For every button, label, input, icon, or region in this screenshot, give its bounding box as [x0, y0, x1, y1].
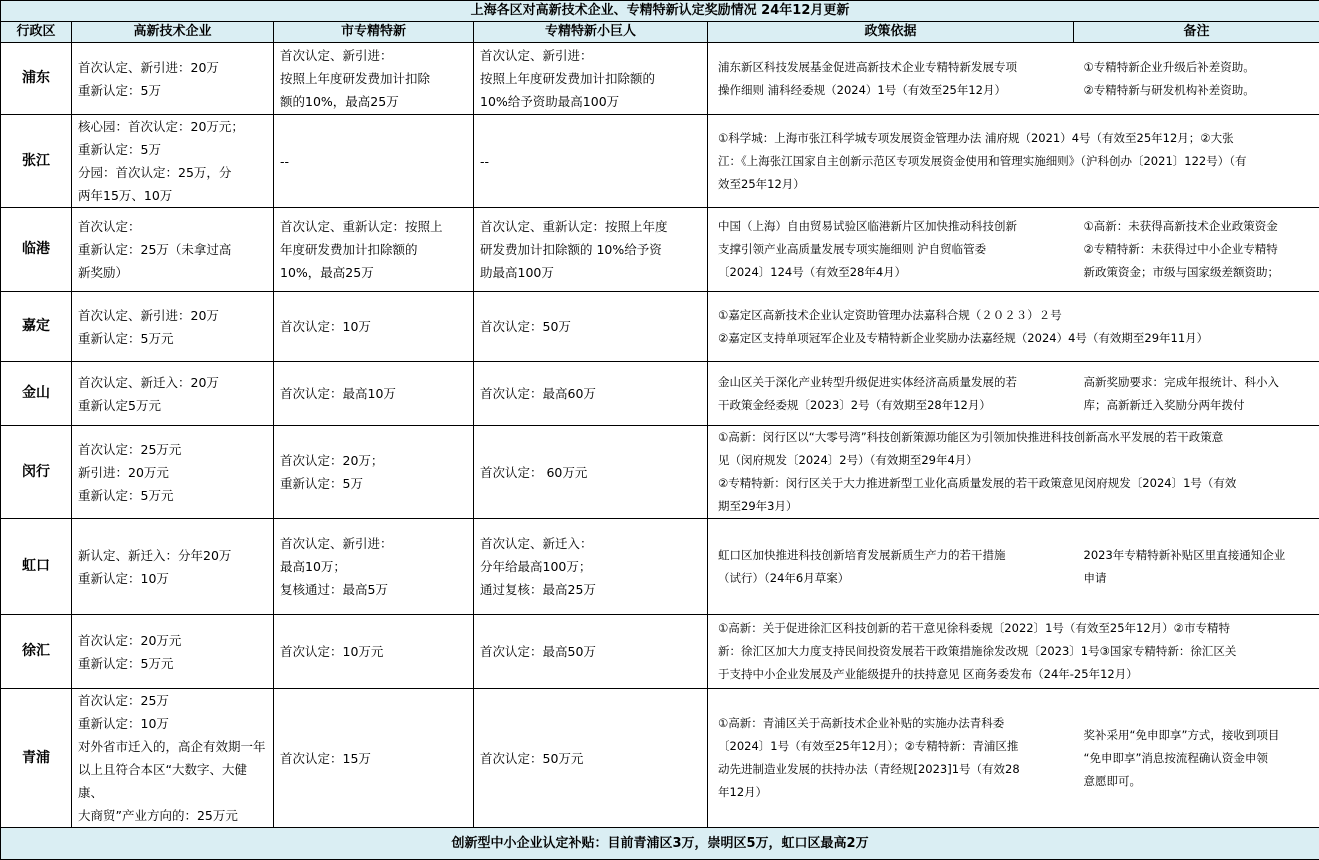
city-specialized-cell-line: 首次认定：15万 [280, 747, 467, 770]
little-giant-cell [474, 362, 708, 426]
little-giant-cell [474, 615, 708, 689]
little-giant-cell-line: 10%给予资助最高100万 [480, 90, 701, 113]
hightech-cell-line: 重新认定5万元 [78, 394, 267, 417]
note-cell-line: 2023年专精特新补贴区里直接通知企业 [1084, 544, 1314, 567]
note-cell-line: ①高新：未获得高新技术企业政策资金 [1084, 215, 1314, 238]
policy-cell-line: ①科学城：上海市张江科学城专项发展资金管理办法 浦府规（2021）4号（有效至25年12月；②大张 [718, 127, 1313, 150]
note-cell-line: 新政策资金；市级与国家级差额资助； [1084, 261, 1314, 284]
hightech-cell-line: 对外省市迁入的，高企有效期一年 [78, 735, 267, 758]
policy-cell-line: ①嘉定区高新技术企业认定资助管理办法嘉科合规（２０２３）２号 [718, 304, 1313, 327]
district-name: 张江 [1, 115, 72, 208]
title-row [1, 1, 1319, 22]
hightech-cell-line: 新认定、新迁入：分年20万 [78, 544, 267, 567]
little-giant-cell [474, 689, 708, 828]
hightech-cell-line: 大商贸”产业方向的：25万元 [78, 804, 267, 827]
hightech-cell-line: 首次认定、新迁入：20万 [78, 371, 267, 394]
note-cell-line: ①专精特新企业升级后补差资助。 [1084, 56, 1314, 79]
city-specialized-cell [274, 115, 474, 208]
policy-cell-line: 期至29年3月） [718, 495, 1313, 518]
little-giant-cell-line: 按照上年度研发费加计扣除额的 [480, 67, 701, 90]
hightech-cell-line: 以上且符合本区“大数字、大健康、 [78, 758, 267, 804]
hightech-cell-line: 重新认定：5万 [78, 79, 267, 102]
little-giant-cell [474, 115, 708, 208]
city-specialized-cell [274, 43, 474, 115]
table-row [1, 689, 1319, 828]
district-name: 嘉定 [1, 292, 72, 362]
little-giant-cell [474, 208, 708, 292]
note-cell [1074, 519, 1319, 615]
hightech-cell [72, 292, 274, 362]
note-cell [1074, 208, 1319, 292]
header-policy: 政策依据 [708, 22, 1074, 43]
policy-cell-line: 年12月） [718, 781, 1068, 804]
header-note: 备注 [1074, 22, 1319, 43]
little-giant-cell [474, 292, 708, 362]
city-specialized-cell [274, 689, 474, 828]
little-giant-cell-line: -- [480, 150, 701, 173]
table-row [1, 615, 1319, 689]
policy-cell-line: ②嘉定区支持单项冠军企业及专精特新企业奖励办法嘉经规（2024）4号（有效期至29年11月） [718, 327, 1313, 350]
policy-cell-line: ①高新：青浦区关于高新技术企业补贴的实施办法青科委 [718, 712, 1068, 735]
note-cell-line: ②专精特新：未获得过中小企业专精特 [1084, 238, 1314, 261]
table-row [1, 362, 1319, 426]
district-name: 徐汇 [1, 615, 72, 689]
policy-cell-line: 干政策金经委规〔2023〕2号（有效期至28年12月） [718, 394, 1068, 417]
hightech-cell-line: 新引进：20万元 [78, 461, 267, 484]
city-specialized-cell [274, 362, 474, 426]
header-row [1, 22, 1319, 43]
little-giant-cell [474, 426, 708, 519]
city-specialized-cell-line: 按照上年度研发费加计扣除 [280, 67, 467, 90]
little-giant-cell [474, 519, 708, 615]
note-cell-line: “免申即享”消息按流程确认资金申领 [1084, 747, 1314, 770]
district-name: 青浦 [1, 689, 72, 828]
hightech-cell-line: 分园：首次认定：25万，分 [78, 161, 267, 184]
hightech-cell-line: 首次认定：25万元 [78, 438, 267, 461]
hightech-cell-line: 首次认定： [78, 215, 267, 238]
city-specialized-cell-line: 首次认定：最高10万 [280, 382, 467, 405]
policy-cell-line: 金山区关于深化产业转型升级促进实体经济高质量发展的若 [718, 371, 1068, 394]
policy-cell-line: ②专精特新：闵行区关于大力推进新型工业化高质量发展的若干政策意见闵府规发〔2024〕1号（有效 [718, 472, 1313, 495]
city-specialized-cell-line: 额的10%，最高25万 [280, 90, 467, 113]
policy-cell-line: 支撑引领产业高质量发展专项实施细则 沪自贸临管委 [718, 238, 1068, 261]
table-row [1, 208, 1319, 292]
hightech-cell [72, 115, 274, 208]
city-specialized-cell [274, 208, 474, 292]
city-specialized-cell-line: 首次认定：10万 [280, 315, 467, 338]
hightech-cell [72, 362, 274, 426]
table-row [1, 519, 1319, 615]
policy-cell [708, 615, 1319, 689]
district-name: 浦东 [1, 43, 72, 115]
little-giant-cell-line: 首次认定、新引进： [480, 44, 701, 67]
hightech-cell-line: 两年15万、10万 [78, 184, 267, 207]
hightech-cell-line: 首次认定：25万 [78, 689, 267, 712]
city-specialized-cell-line: 10%，最高25万 [280, 261, 467, 284]
header-hightech: 高新技术企业 [72, 22, 274, 43]
little-giant-cell-line: 首次认定、新迁入： [480, 532, 701, 555]
policy-cell-line: 〔2024〕124号（有效至28年4月） [718, 261, 1068, 284]
note-cell-line: 意愿即可。 [1084, 770, 1314, 793]
little-giant-cell-line: 首次认定： 60万元 [480, 461, 701, 484]
little-giant-cell-line: 首次认定、重新认定：按照上年度 [480, 215, 701, 238]
table-row [1, 426, 1319, 519]
note-cell [1074, 689, 1319, 828]
city-specialized-cell-line: 首次认定：10万元 [280, 640, 467, 663]
policy-cell [708, 115, 1319, 208]
city-specialized-cell [274, 615, 474, 689]
policy-cell-line: 虹口区加快推进科技创新培育发展新质生产力的若干措施 [718, 544, 1068, 567]
note-cell-line: 申请 [1084, 567, 1314, 590]
city-specialized-cell [274, 519, 474, 615]
hightech-cell-line: 首次认定、新引进：20万 [78, 56, 267, 79]
little-giant-cell-line: 研发费加计扣除额的 10%给予资 [480, 238, 701, 261]
note-cell [1074, 362, 1319, 426]
little-giant-cell-line: 首次认定：最高50万 [480, 640, 701, 663]
city-specialized-cell-line: 重新认定：5万 [280, 472, 467, 495]
footer-row [1, 828, 1319, 860]
policy-cell [708, 362, 1074, 426]
note-cell [1074, 43, 1319, 115]
table-row [1, 43, 1319, 115]
policy-cell-line: 江：《上海张江国家自主创新示范区专项发展资金使用和管理实施细则》（沪科创办〔2021〕122号）（有 [718, 150, 1313, 173]
little-giant-cell-line: 分年给最高100万； [480, 555, 701, 578]
header-district: 行政区 [1, 22, 72, 43]
policy-cell-line: ①高新：闵行区以“大零号湾”科技创新策源功能区为引领加快推进科技创新高水平发展的若干政策意 [718, 426, 1313, 449]
footer-note: 创新型中小企业认定补贴：目前青浦区3万，崇明区5万，虹口区最高2万 [1, 828, 1319, 860]
hightech-cell [72, 615, 274, 689]
policy-cell-line: 操作细则 浦科经委规（2024）1号（有效至25年12月） [718, 79, 1068, 102]
little-giant-cell [474, 43, 708, 115]
little-giant-cell-line: 助最高100万 [480, 261, 701, 284]
policy-cell [708, 208, 1074, 292]
district-name: 闵行 [1, 426, 72, 519]
policy-cell-line: （试行）（24年6月草案） [718, 567, 1068, 590]
district-name: 虹口 [1, 519, 72, 615]
city-specialized-cell-line: 复核通过：最高5万 [280, 578, 467, 601]
hightech-cell-line: 重新认定：10万 [78, 567, 267, 590]
hightech-cell-line: 重新认定：25万（未拿过高 [78, 238, 267, 261]
policy-cell-line: 见（闵府规发〔2024〕2号）（有效期至29年4月） [718, 449, 1313, 472]
note-cell-line: 库；高新新迁入奖励分两年拨付 [1084, 394, 1314, 417]
policy-cell-line: 浦东新区科技发展基金促进高新技术企业专精特新发展专项 [718, 56, 1068, 79]
little-giant-cell-line: 首次认定：最高60万 [480, 382, 701, 405]
header-little-giant: 专精特新小巨人 [474, 22, 708, 43]
hightech-cell [72, 426, 274, 519]
table-title: 上海各区对高新技术企业、专精特新认定奖励情况 24年12月更新 [1, 1, 1319, 22]
policy-cell-line: 效至25年12月） [718, 173, 1313, 196]
city-specialized-cell [274, 426, 474, 519]
city-specialized-cell [274, 292, 474, 362]
policy-cell [708, 43, 1074, 115]
city-specialized-cell-line: 首次认定、新引进： [280, 532, 467, 555]
policy-cell [708, 426, 1319, 519]
note-cell-line: ②专精特新与研发机构补差资助。 [1084, 79, 1314, 102]
city-specialized-cell-line: 首次认定、新引进： [280, 44, 467, 67]
policy-cell [708, 689, 1074, 828]
policy-cell-line: 于支持中小企业发展及产业能级提升的扶持意见 区商务委发布（24年-25年12月） [718, 663, 1313, 686]
hightech-cell [72, 519, 274, 615]
hightech-cell-line: 重新认定：5万 [78, 138, 267, 161]
hightech-cell [72, 43, 274, 115]
policy-cell-line: 动先进制造业发展的扶持办法（青经规[2023]1号（有效28 [718, 758, 1068, 781]
city-specialized-cell-line: -- [280, 150, 467, 173]
hightech-cell-line: 核心园：首次认定：20万元； [78, 115, 267, 138]
policy-cell [708, 292, 1319, 362]
note-cell-line: 奖补采用“免申即享”方式，接收到项目 [1084, 724, 1314, 747]
city-specialized-cell-line: 年度研发费加计扣除额的 [280, 238, 467, 261]
little-giant-cell-line: 首次认定：50万 [480, 315, 701, 338]
hightech-cell [72, 208, 274, 292]
hightech-cell-line: 首次认定：20万元 [78, 629, 267, 652]
policy-cell-line: 〔2024〕1号（有效至25年12月）；②专精特新：青浦区推 [718, 735, 1068, 758]
city-specialized-cell-line: 最高10万； [280, 555, 467, 578]
hightech-cell-line: 首次认定、新引进：20万 [78, 304, 267, 327]
little-giant-cell-line: 首次认定：50万元 [480, 747, 701, 770]
city-specialized-cell-line: 首次认定：20万； [280, 449, 467, 472]
table-row [1, 115, 1319, 208]
hightech-cell [72, 689, 274, 828]
header-city-specialized: 市专精特新 [274, 22, 474, 43]
hightech-cell-line: 重新认定：5万元 [78, 484, 267, 507]
hightech-cell-line: 重新认定：5万元 [78, 652, 267, 675]
little-giant-cell-line: 通过复核：最高25万 [480, 578, 701, 601]
policy-cell-line: 新：徐汇区加大力度支持民间投资发展若干政策措施徐发改规〔2023〕1号③国家专精特新：徐汇区关 [718, 640, 1313, 663]
note-cell-line: 高新奖励要求：完成年报统计、科小入 [1084, 371, 1314, 394]
policy-cell-line: ①高新：关于促进徐汇区科技创新的若干意见徐科委规〔2022〕1号（有效至25年12月）②市专精特 [718, 617, 1313, 640]
policy-cell [708, 519, 1074, 615]
table-row [1, 292, 1319, 362]
policy-cell-line: 中国（上海）自由贸易试验区临港新片区加快推动科技创新 [718, 215, 1068, 238]
hightech-cell-line: 重新认定：10万 [78, 712, 267, 735]
hightech-cell-line: 重新认定：5万元 [78, 327, 267, 350]
city-specialized-cell-line: 首次认定、重新认定：按照上 [280, 215, 467, 238]
hightech-cell-line: 新奖励） [78, 261, 267, 284]
district-name: 金山 [1, 362, 72, 426]
district-name: 临港 [1, 208, 72, 292]
